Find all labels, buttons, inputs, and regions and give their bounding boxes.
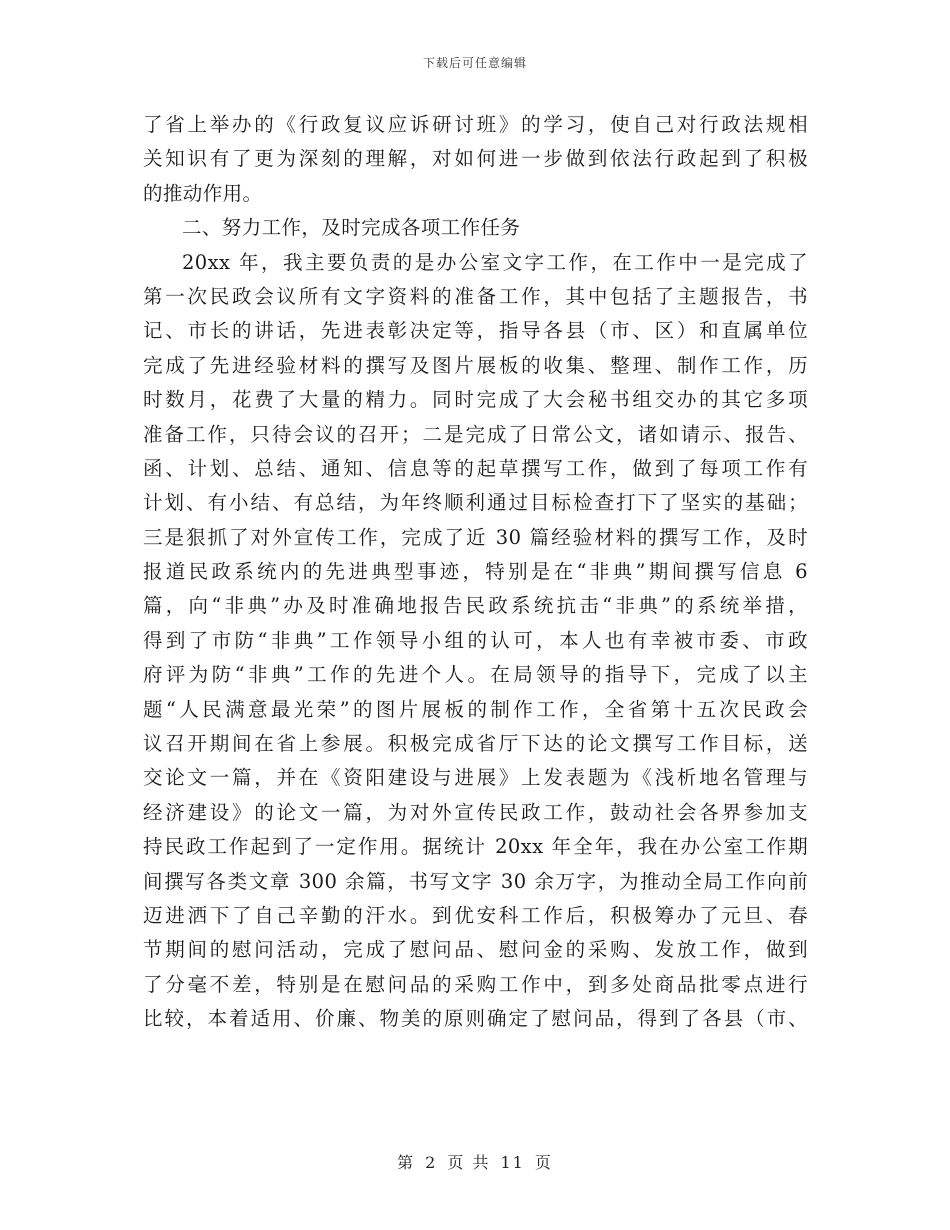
text-line: 关知识有了更为深刻的理解，对如何进一步做到依法行政起到了积极: [143, 147, 808, 171]
text-line: 第一次民政会议所有文字资料的准备工作，其中包括了主题报告，书: [143, 284, 808, 308]
text-line: 篇，向“非典”办及时准确地报告民政系统抗击“非典”的系统举措，: [143, 594, 808, 618]
page-total: 11: [500, 1153, 525, 1172]
text-line: 了省上举办的《行政复议应诉研讨班》的学习，使自己对行政法规相: [143, 113, 808, 136]
text-line: 比较，本着适用、价廉、物美的原则确定了慰问品，得到了各县（市、: [143, 1007, 808, 1031]
text-line: 函、计划、总结、通知、信息等的起草撰写工作，做到了每项工作有: [143, 456, 808, 480]
text-line: 20xx 年，我主要负责的是办公室文字工作，在工作中一是完成了: [182, 250, 808, 274]
text-line: 交论文一篇，并在《资阳建设与进展》上发表题为《浅析地名管理与: [143, 766, 808, 790]
text-line: 节期间的慰问活动，完成了慰问品、慰问金的采购、发放工作，做到: [143, 938, 808, 962]
text-line: 报道民政系统内的先进典型事迹，特别是在“非典”期间撰写信息 6: [143, 560, 808, 584]
text-line: 题“人民满意最光荣”的图片展板的制作工作，全省第十五次民政会: [143, 697, 808, 721]
text-line: 间撰写各类文章 300 余篇，书写文字 30 余万字，为推动全局工作向前: [143, 869, 808, 893]
section-heading: 二、努力工作，及时完成各项工作任务: [182, 216, 521, 240]
text-line: 经济建设》的论文一篇，为对外宣传民政工作，鼓动社会各界参加支: [143, 800, 808, 824]
text-line: 府评为防“非典”工作的先进个人。在局领导的指导下，完成了以主: [143, 663, 808, 687]
text-line: 持民政工作起到了一定作用。据统计 20xx 年全年，我在办公室工作期: [143, 835, 808, 859]
document-body: [143, 108, 808, 1037]
text-line: 迈进洒下了自己辛勤的汗水。到优安科工作后，积极筹办了元旦、春: [143, 903, 808, 927]
text-line: 议召开期间在省上参展。积极完成省厅下达的论文撰写工作目标，送: [143, 732, 808, 756]
page-header-note: 下载后可任意编辑: [422, 56, 527, 70]
text-line: 三是狠抓了对外宣传工作，完成了近 30 篇经验材料的撰写工作，及时: [143, 525, 808, 549]
text-line: 时数月，花费了大量的精力。同时完成了大会秘书组交办的其它多项: [143, 388, 808, 412]
page-footer: [0, 1150, 950, 1173]
text-line: 的推动作用。: [143, 181, 263, 205]
page-number: 2: [425, 1153, 438, 1172]
text-line: 准备工作，只待会议的召开；二是完成了日常公文，诸如请示、报告、: [143, 422, 808, 446]
text-line: 计划、有小结、有总结，为年终顺利通过目标检查打下了坚实的基础；: [143, 491, 808, 515]
footer-prefix: 第: [397, 1153, 416, 1172]
text-line: 得到了市防“非典”工作领导小组的认可，本人也有幸被市委、市政: [143, 628, 808, 652]
text-line: 记、市长的讲话，先进表彰决定等，指导各县（市、区）和直属单位: [143, 319, 808, 343]
footer-suffix: 页: [534, 1153, 553, 1172]
text-line: 了分毫不差，特别是在慰问品的采购工作中，到多处商品批零点进行: [143, 972, 808, 996]
text-line: 完成了先进经验材料的撰写及图片展板的收集、整理、制作工作，历: [143, 353, 808, 377]
footer-middle: 页 共: [447, 1153, 491, 1172]
